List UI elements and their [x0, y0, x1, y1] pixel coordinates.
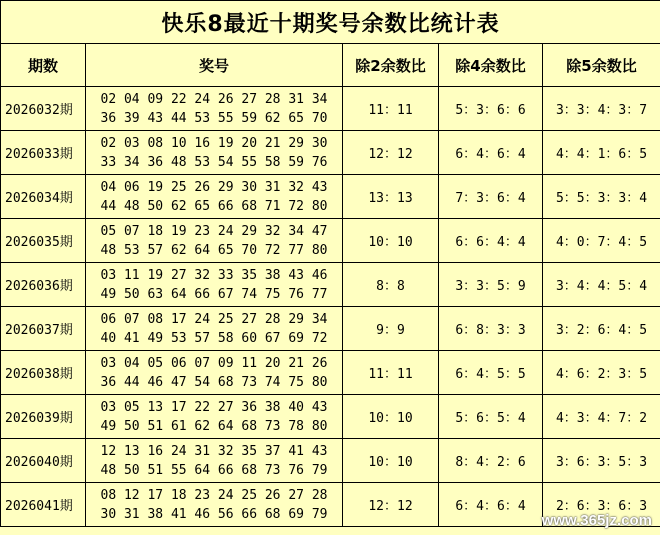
- mod5-ratio-cell: 3：4：4：5：4: [543, 263, 660, 307]
- numbers-line-2: 30 31 38 41 46 56 66 68 69 79: [100, 506, 328, 522]
- numbers-line-2: 44 48 50 62 65 66 68 71 72 80: [100, 198, 328, 214]
- numbers-cell: [86, 395, 343, 439]
- period-cell: 2026033期: [1, 131, 86, 175]
- mod5-ratio-cell: 2：6：3：6：3: [543, 483, 660, 527]
- numbers-cell: [86, 219, 343, 263]
- period-cell: 2026035期: [1, 219, 86, 263]
- mod2-ratio-cell: 8：8: [343, 263, 439, 307]
- numbers-line-2: 48 53 57 62 64 65 70 72 77 80: [100, 242, 328, 258]
- numbers-cell: [86, 483, 343, 527]
- mod2-ratio-cell: 11：11: [343, 87, 439, 131]
- mod4-ratio-cell: 7：3：6：4: [439, 175, 543, 219]
- numbers-cell: [86, 307, 343, 351]
- mod5-ratio-cell: 4：6：2：3：5: [543, 351, 660, 395]
- table-row: [1, 395, 660, 439]
- numbers-line-2: 49 50 51 61 62 64 68 73 78 80: [100, 418, 328, 434]
- mod2-ratio-cell: 10：10: [343, 219, 439, 263]
- numbers-cell: [86, 131, 343, 175]
- numbers-line-2: 48 50 51 55 64 66 68 73 76 79: [100, 462, 328, 478]
- col-header-numbers: 奖号: [86, 44, 343, 87]
- mod2-ratio-cell: 12：12: [343, 131, 439, 175]
- mod4-ratio-cell: 5：3：6：6: [439, 87, 543, 131]
- period-cell: 2026038期: [1, 351, 86, 395]
- mod2-ratio-cell: 11：11: [343, 351, 439, 395]
- numbers-line-1: 04 06 19 25 26 29 30 31 32 43: [100, 179, 328, 195]
- mod4-ratio-cell: 6：6：4：4: [439, 219, 543, 263]
- period-cell: 2026040期: [1, 439, 86, 483]
- col-header-mod5: 除5余数比: [543, 44, 660, 87]
- header-row: [1, 44, 660, 87]
- table-row: [1, 175, 660, 219]
- numbers-cell: [86, 439, 343, 483]
- numbers-line-1: 06 07 08 17 24 25 27 28 29 34: [100, 311, 328, 327]
- mod2-ratio-cell: 9：9: [343, 307, 439, 351]
- mod4-ratio-cell: 8：4：2：6: [439, 439, 543, 483]
- mod4-ratio-cell: 6：4：6：4: [439, 483, 543, 527]
- numbers-cell: [86, 351, 343, 395]
- numbers-line-1: 03 05 13 17 22 27 36 38 40 43: [100, 399, 328, 415]
- mod5-ratio-cell: 4：3：4：7：2: [543, 395, 660, 439]
- mod5-ratio-cell: 3：3：4：3：7: [543, 87, 660, 131]
- period-cell: 2026041期: [1, 483, 86, 527]
- col-header-mod4: 除4余数比: [439, 44, 543, 87]
- numbers-cell: [86, 87, 343, 131]
- mod2-ratio-cell: 13：13: [343, 175, 439, 219]
- table-row: [1, 263, 660, 307]
- table-row: [1, 219, 660, 263]
- mod5-ratio-cell: 5：5：3：3：4: [543, 175, 660, 219]
- numbers-line-2: 49 50 63 64 66 67 74 75 76 77: [100, 286, 328, 302]
- numbers-line-2: 33 34 36 48 53 54 55 58 59 76: [100, 154, 328, 170]
- watermark: www.365jz.com: [541, 512, 652, 529]
- mod4-ratio-cell: 6：4：5：5: [439, 351, 543, 395]
- col-header-period: 期数: [1, 44, 86, 87]
- numbers-line-1: 03 04 05 06 07 09 11 20 21 26: [100, 355, 328, 371]
- mod4-ratio-cell: 6：8：3：3: [439, 307, 543, 351]
- numbers-cell: [86, 175, 343, 219]
- table-title: 快乐8最近十期奖号余数比统计表: [1, 1, 660, 44]
- numbers-line-1: 08 12 17 18 23 24 25 26 27 28: [100, 487, 328, 503]
- mod5-ratio-cell: 3：6：3：5：3: [543, 439, 660, 483]
- mod5-ratio-cell: 4：0：7：4：5: [543, 219, 660, 263]
- table-row: [1, 131, 660, 175]
- mod4-ratio-cell: 3：3：5：9: [439, 263, 543, 307]
- mod4-ratio-cell: 5：6：5：4: [439, 395, 543, 439]
- mod2-ratio-cell: 10：10: [343, 439, 439, 483]
- col-header-mod2: 除2余数比: [343, 44, 439, 87]
- numbers-line-2: 36 44 46 47 54 68 73 74 75 80: [100, 374, 328, 390]
- table-row: [1, 351, 660, 395]
- mod4-ratio-cell: 6：4：6：4: [439, 131, 543, 175]
- mod5-ratio-cell: 3：2：6：4：5: [543, 307, 660, 351]
- mod5-ratio-cell: 4：4：1：6：5: [543, 131, 660, 175]
- period-cell: 2026037期: [1, 307, 86, 351]
- numbers-line-2: 36 39 43 44 53 55 59 62 65 70: [100, 110, 328, 126]
- table-row: [1, 307, 660, 351]
- table-row: [1, 87, 660, 131]
- numbers-cell: [86, 263, 343, 307]
- mod2-ratio-cell: 10：10: [343, 395, 439, 439]
- mod2-ratio-cell: 12：12: [343, 483, 439, 527]
- period-cell: 2026034期: [1, 175, 86, 219]
- table-row: [1, 439, 660, 483]
- numbers-line-1: 12 13 16 24 31 32 35 37 41 43: [100, 443, 328, 459]
- numbers-line-1: 02 03 08 10 16 19 20 21 29 30: [100, 135, 328, 151]
- period-cell: 2026032期: [1, 87, 86, 131]
- numbers-line-1: 05 07 18 19 23 24 29 32 34 47: [100, 223, 328, 239]
- numbers-line-1: 02 04 09 22 24 26 27 28 31 34: [100, 91, 328, 107]
- period-cell: 2026039期: [1, 395, 86, 439]
- period-cell: 2026036期: [1, 263, 86, 307]
- numbers-line-2: 40 41 49 53 57 58 60 67 69 72: [100, 330, 328, 346]
- numbers-line-1: 03 11 19 27 32 33 35 38 43 46: [100, 267, 328, 283]
